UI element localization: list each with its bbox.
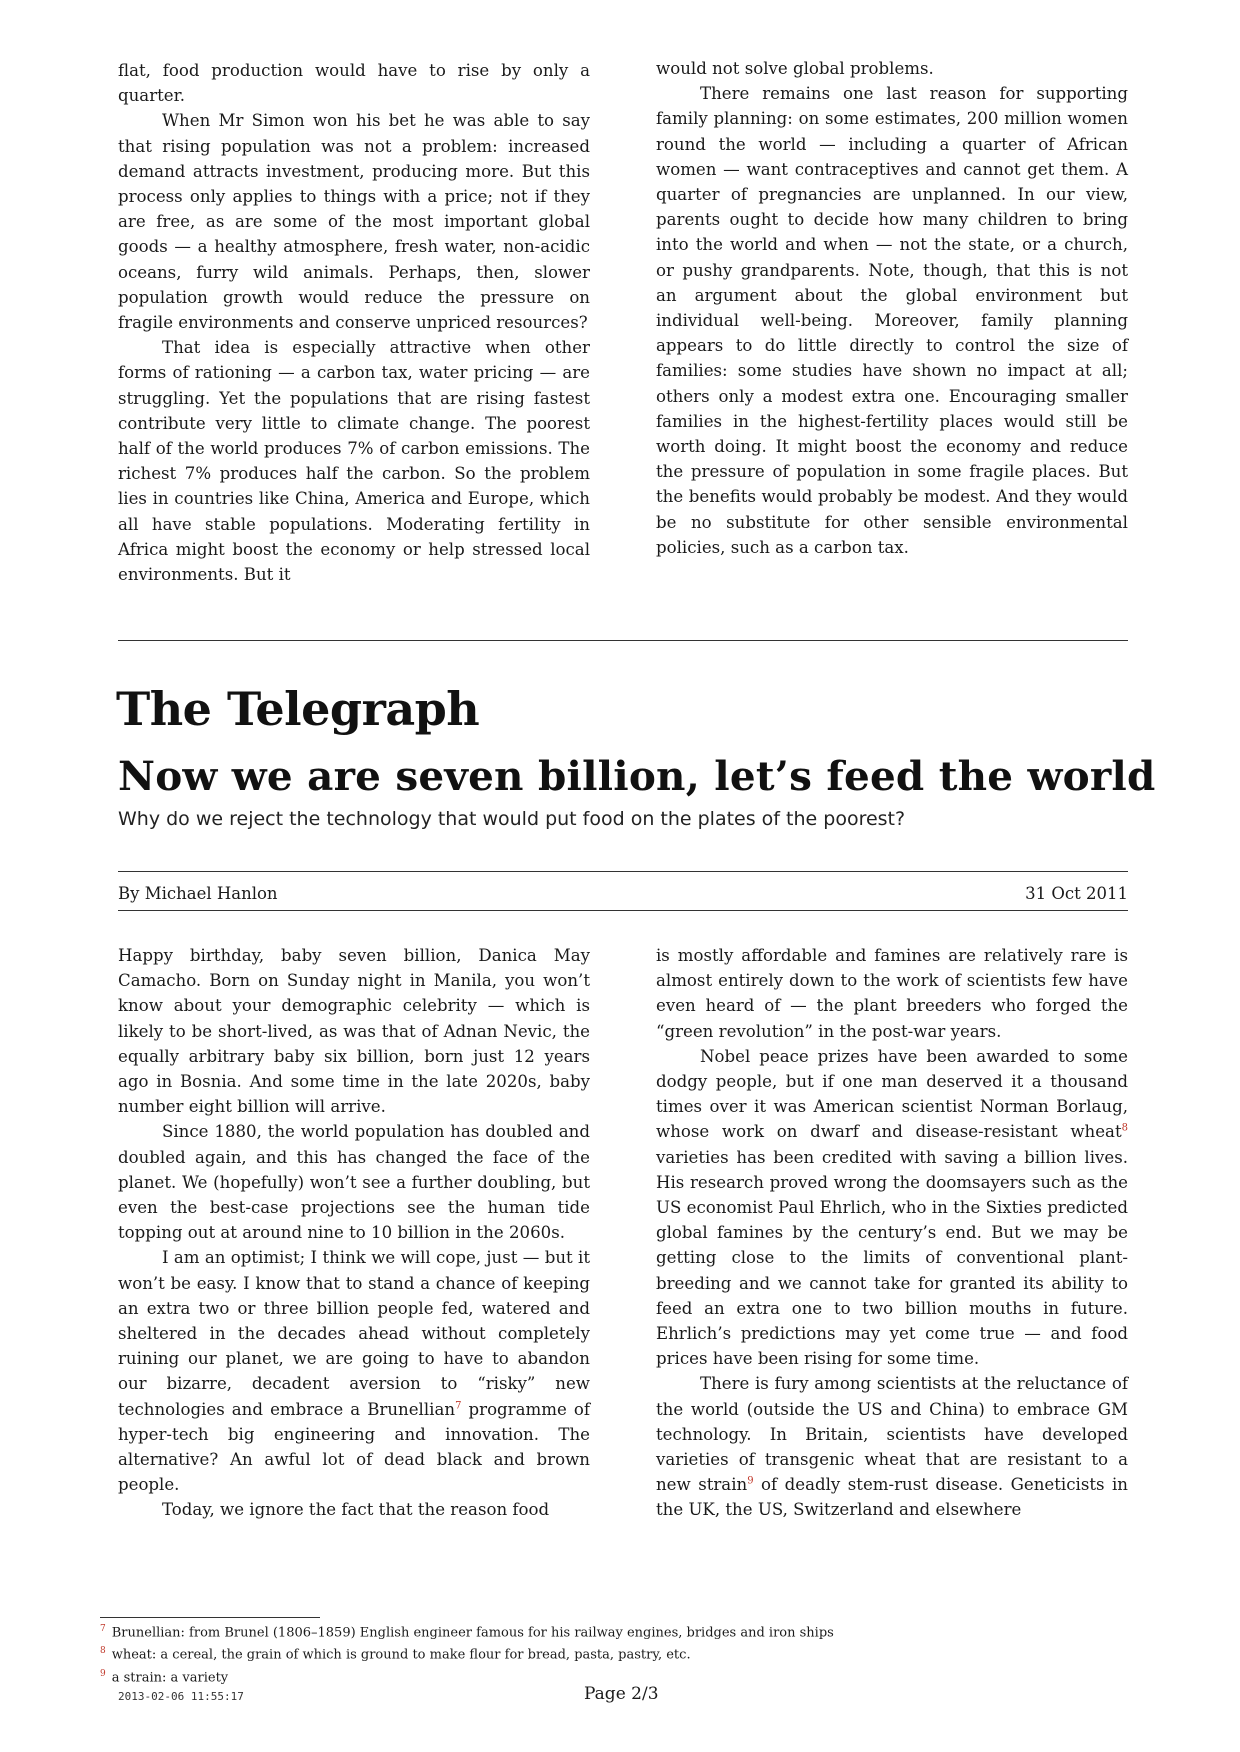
section-divider	[118, 640, 1128, 641]
footnote-marker: 8	[1121, 1122, 1128, 1134]
paragraph-text: programme of hyper-tech big engineering and innovation. The alternative? An awful lot of dead black and brown people.	[118, 1399, 591, 1495]
footnote-number: 8	[100, 1646, 106, 1657]
paragraph-text: varieties has been credited with saving a billion lives. His research proved wrong the doomsayers such as the US economist Paul Ehrlich, who in the Sixties predicted global famines by the century’s end. But we may be getting close to the limits of conventional plant-breeding and we cannot take for granted its ability to feed an extra one to two billion mouths in future. Ehrlich’s predictions may yet come true — and food prices have been rising for some time.	[656, 1147, 1128, 1369]
paragraph: When Mr Simon won his bet he was able to say that rising population was not a problem: increased demand attracts investment, producing more. But this process only applies to things with a price; not if they are free, as are some of the most important global goods — a healthy atmosphere, fresh water, non-acidic oceans, furry wild animals. Perhaps, then, slower population growth would reduce the pressure on fragile environments and conserve unpriced resources?	[118, 111, 590, 333]
paragraph	[656, 1044, 1128, 1372]
article-byline: By Michael Hanlon	[118, 884, 278, 903]
paragraph: is mostly affordable and famines are relatively rare is almost entirely down to the work of scientists few have even heard of — the plant breeders who forged the “green revolution” in the post-war years.	[656, 946, 1128, 1041]
print-timestamp: 2013-02-06 11:55:17	[118, 1690, 244, 1703]
paragraph: Today, we ignore the fact that the reason food	[162, 1500, 550, 1520]
paragraph-text: There is fury among scientists at the reluctance of the world (outside the US and China) to embrace GM technology. In Britain, scientists have developed varieties of transgenic wheat that are resistant to a new strain	[656, 1374, 1128, 1495]
previous-article-right-column	[656, 56, 1128, 560]
footnote-number: 9	[100, 1668, 106, 1679]
footnotes	[100, 1620, 1140, 1687]
paragraph-text: of deadly stem-rust disease. Geneticists in the UK, the US, Switzerland and elsewhere	[656, 1475, 1128, 1520]
footnote-number: 7	[100, 1624, 106, 1634]
paragraph: There remains one last reason for supporting family planning: on some estimates, 200 million women round the world — including a quarter of African women — want contraceptives and cannot get them. A quarter of pregnancies are unplanned. In our view, parents ought to decide how many children to bring into the world and when — not the state, or a church, or pushy grandparents. Note, though, that this is not an argument about the global environment but individual well-being. Moreover, family planning appears to do little directly to control the size of families: some studies have shown no impact at all; others only a modest extra one. Encouraging smaller families in the highest-fertility places would still be worth doing. It might boost the economy and reduce the pressure of population in some fragile places. But the benefits would probably be modest. And they would be no substitute for other sensible environmental policies, such as a carbon tax.	[656, 84, 1128, 557]
paragraph	[656, 1371, 1128, 1522]
article-subheadline: Why do we reject the technology that would put food on the plates of the poorest?	[118, 808, 906, 830]
article-date: 31 Oct 2011	[1025, 884, 1128, 903]
previous-article-left-column	[118, 58, 590, 587]
paragraph: flat, food production would have to rise by only a quarter.	[118, 61, 590, 106]
newspaper-masthead: The Telegraph	[116, 682, 480, 736]
footnote-text: wheat: a cereal, the grain of which is ground to make flour for bread, pasta, pastry, etc.	[111, 1647, 691, 1663]
page-number: Page 2/3	[584, 1684, 659, 1704]
article-left-column	[118, 943, 590, 1523]
footnote-text: a strain: a variety	[111, 1669, 229, 1685]
article-headline: Now we are seven billion, let’s feed the world	[118, 752, 1156, 800]
footnote-item	[100, 1620, 1140, 1642]
footnote-item	[100, 1642, 1140, 1664]
paragraph	[118, 1245, 590, 1497]
footnote-marker: 7	[455, 1400, 462, 1412]
byline-top-divider	[118, 871, 1128, 872]
article-right-column	[656, 943, 1128, 1523]
footnote-divider	[100, 1617, 320, 1618]
byline-bottom-divider	[118, 910, 1128, 911]
paragraph-text: Nobel peace prizes have been awarded to some dodgy people, but if one man deserved it a thousand times over it was American scientist Norman Borlaug, whose work on dwarf and disease-resistant wheat	[656, 1046, 1128, 1142]
paragraph: Since 1880, the world population has doubled and doubled again, and this has changed the face of the planet. We (hopefully) won’t see a further doubling, but even the best-case projections see the human tide topping out at around nine to 10 billion in the 2060s.	[118, 1122, 590, 1243]
footnote-text: Brunellian: from Brunel (1806–1859) English engineer famous for his railway engines, bridges and iron ships	[111, 1625, 834, 1641]
footnote-marker: 9	[747, 1475, 754, 1487]
paragraph-text: I am an optimist; I think we will cope, just — but it won’t be easy. I know that to stand a chance of keeping an extra two or three billion people fed, watered and sheltered in the decades ahead without completely ruining our planet, we are going to have to abandon our bizarre, decadent aversion to “risky” new technologies and embrace a Brunellian	[118, 1248, 590, 1419]
paragraph: That idea is especially attractive when other forms of rationing — a carbon tax, water pricing — are struggling. Yet the populations that are rising fastest contribute very little to climate change. The poorest half of the world produces 7% of carbon emissions. The richest 7% produces half the carbon. So the problem lies in countries like China, America and Europe, which all have stable populations. Moderating fertility in Africa might boost the economy or help stressed local environments. But it	[118, 338, 590, 585]
paragraph: would not solve global problems.	[656, 59, 934, 78]
paragraph: Happy birthday, baby seven billion, Danica May Camacho. Born on Sunday night in Manila, you won’t know about your demographic celebrity — which is likely to be short-lived, as was that of Adnan Nevic, the equally arbitrary baby six billion, born just 12 years ago in Bosnia. And some time in the late 2020s, baby number eight billion will arrive.	[118, 946, 590, 1117]
